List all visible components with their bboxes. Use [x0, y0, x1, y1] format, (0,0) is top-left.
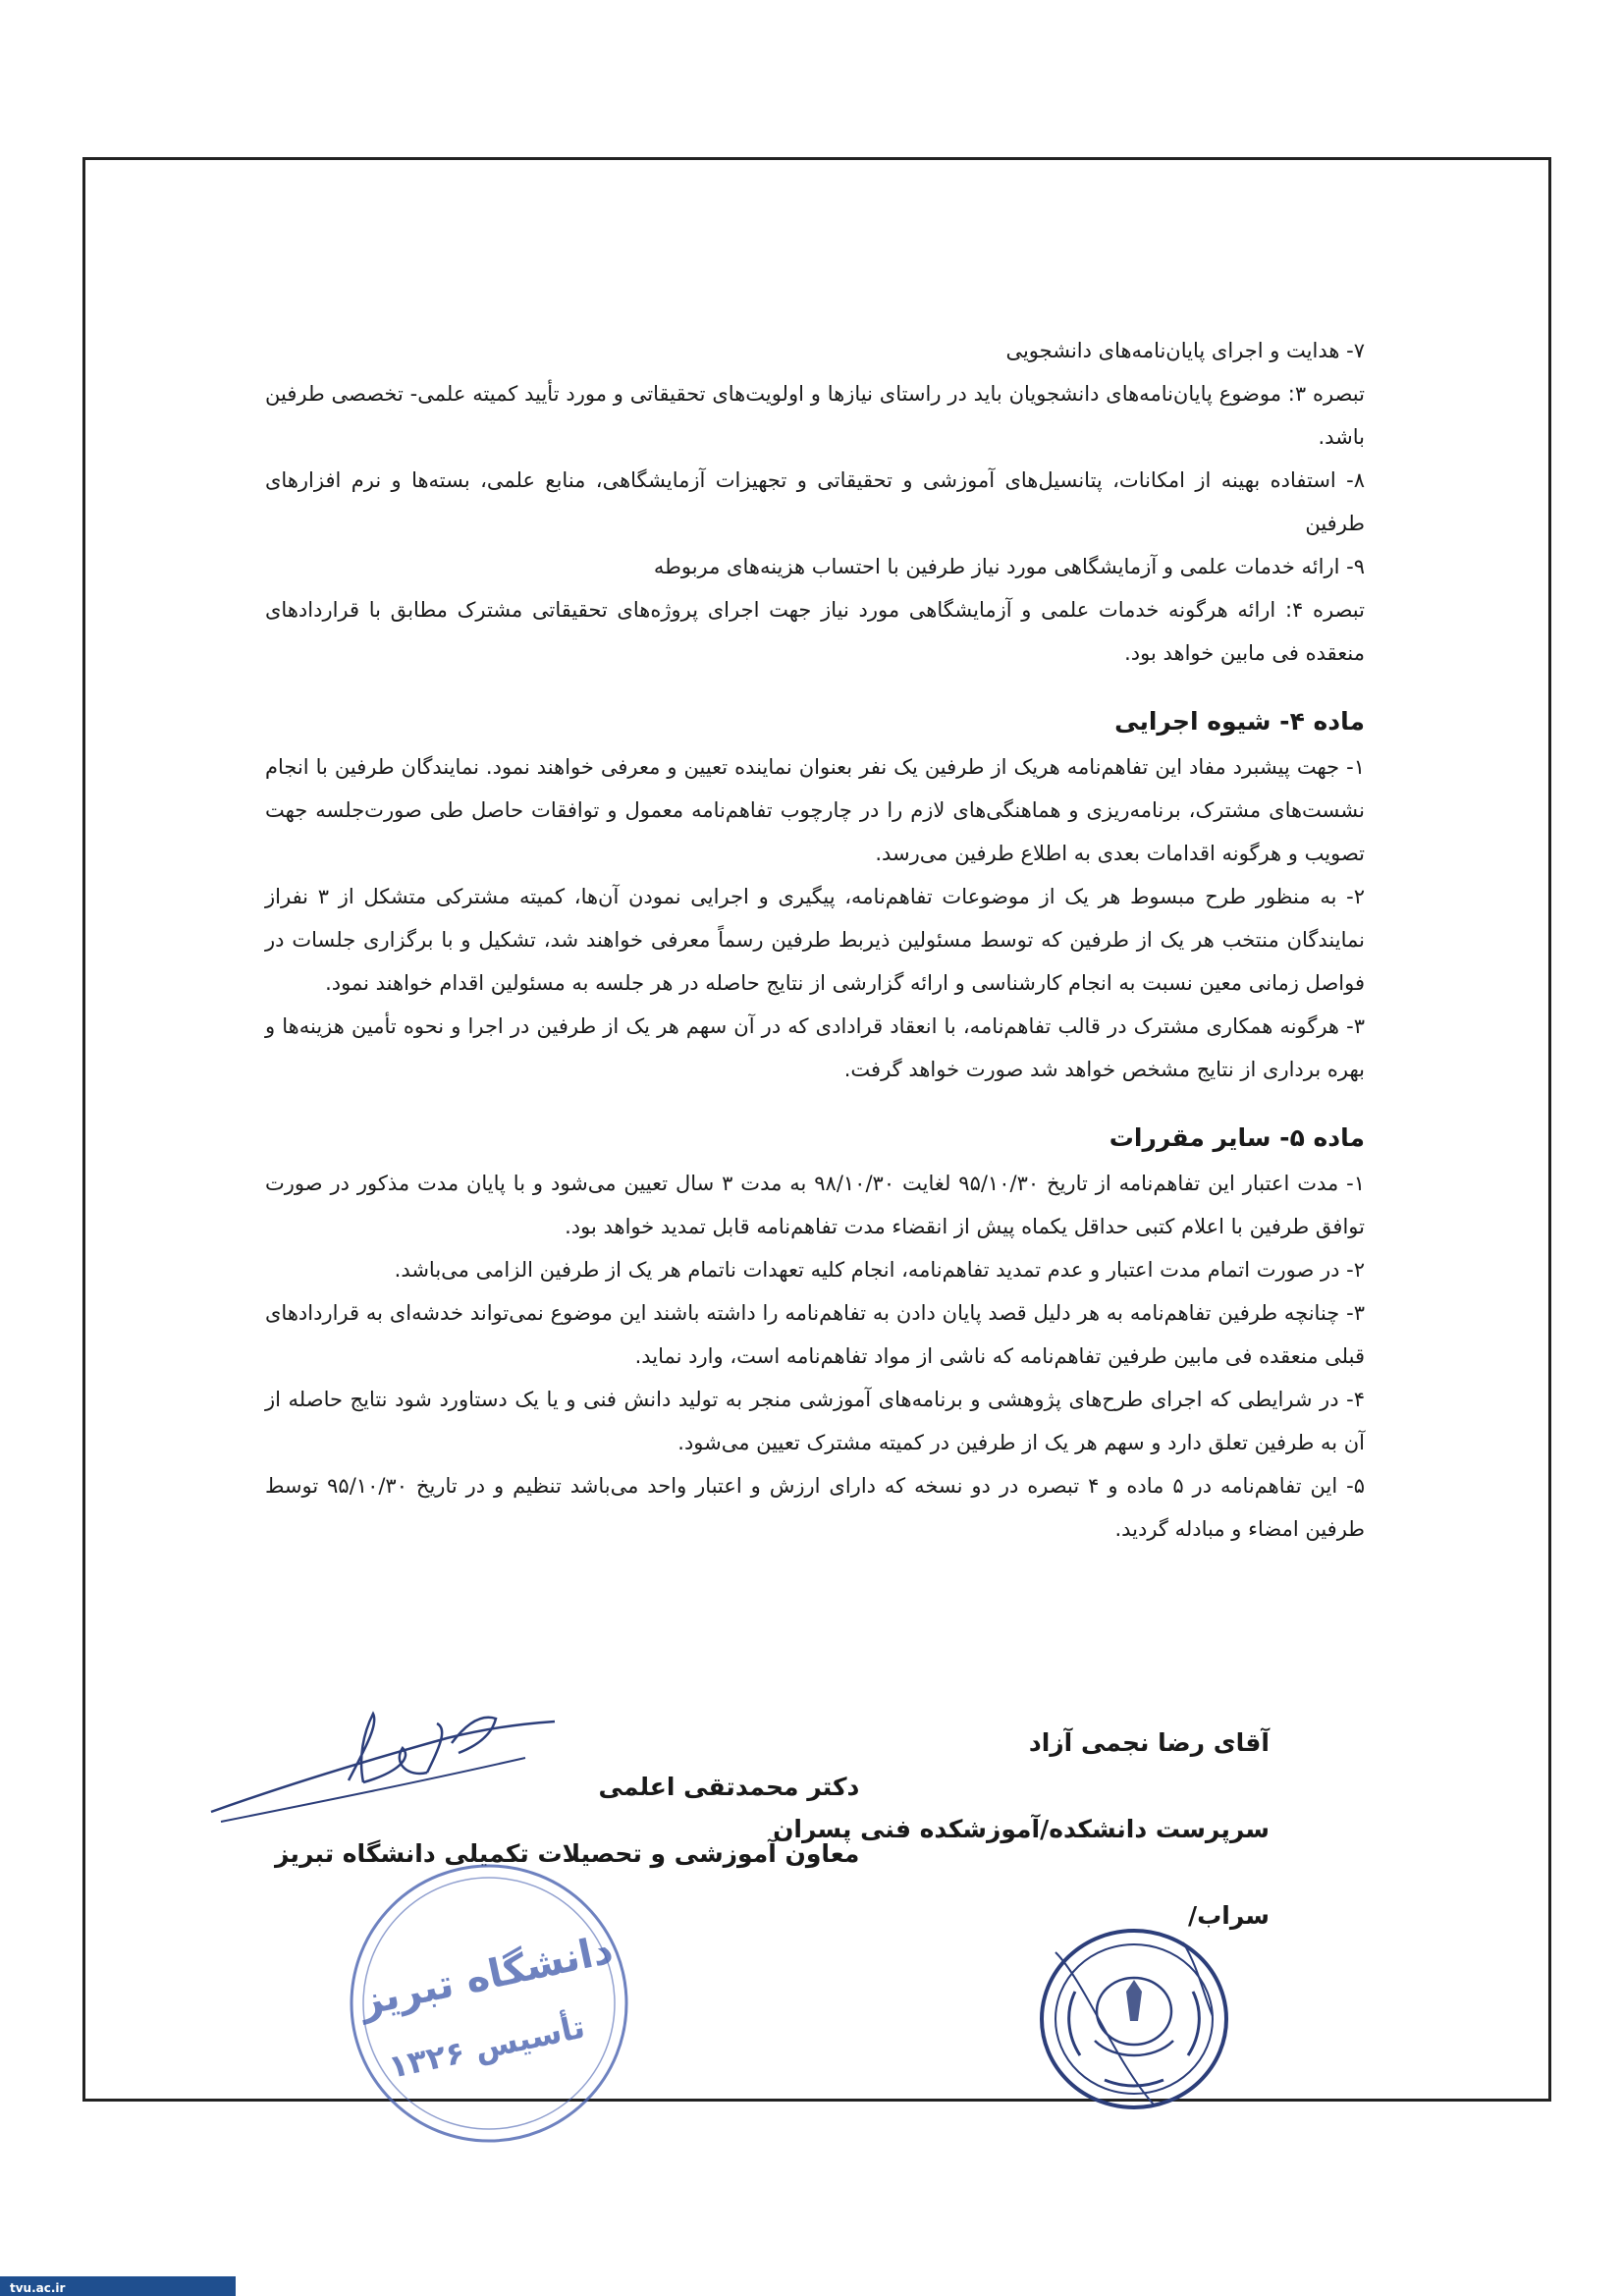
- article-4-paragraph: ۲- به منظور طرح مبسوط هر یک از موضوعات تفاهم‌نامه، پیگیری و اجرایی نمودن آن‌ها، کمیته مشترکی متشکل از ۳ نفراز نمایندگان منتخب هر یک از طرفین که توسط مسئولین ذیربط طرفین رسماً معرفی خواهند شد، تشکیل و با برگزاری جلسات در فواصل زمانی معین نسبت به انجام کارشناسی و ارائه گزارشی از نتایج حاصله در هر جلسه به مسئولین اقدام خواهند نمود.: [265, 885, 1365, 995]
- note-4: تبصره ۴: ارائه هرگونه خدمات علمی و آزمایشگاهی مورد نیاز جهت اجرای پروژه‌های تحقیقاتی مشترک مطابق با قراردادهای منعقده فی مابین خواهد بود.: [265, 598, 1365, 665]
- article-5-paragraph: ۴- در شرایطی که اجرای طرح‌های پژوهشی و برنامه‌های آموزشی منجر به تولید دانش فنی و یا یک دستاورد شود نتایج حاصله از آن به طرفین تعلق دارد و سهم هر یک از طرفین در کمیته مشترک تعیین می‌شود.: [265, 1388, 1365, 1454]
- article-4-title: ماده ۴- شیوه اجرایی: [1114, 707, 1365, 736]
- footer-bar: [0, 2276, 236, 2296]
- signatory-right-place: سراب/: [1188, 1901, 1270, 1930]
- signatory-left-name: دکتر محمدتقی اعلمی: [598, 1773, 860, 1801]
- signatory-right-name: آقای رضا نجمی آزاد: [1028, 1728, 1270, 1757]
- article-5-paragraph: ۳- چنانچه طرفین تفاهم‌نامه به هر دلیل قصد پایان دادن به تفاهم‌نامه را داشته باشند این موضوع نمی‌تواند خدشه‌ای به قراردادهای قبلی منعقده فی مابین طرفین تفاهم‌نامه که ناشی از مواد تفاهم‌نامه است، وارد نماید.: [265, 1301, 1365, 1368]
- handwritten-signature: [201, 1704, 565, 1851]
- signatory-left-title: معاون آموزشی و تحصیلات تکمیلی دانشگاه تبریز: [275, 1839, 860, 1868]
- signatory-right-title: سرپرست دانشکده/آموزشکده فنی پسران: [773, 1815, 1270, 1843]
- note-3: تبصره ۳: موضوع پایان‌نامه‌های دانشجویان باید در راستای نیازها و اولویت‌های تحقیقاتی و مورد تأیید کمیته علمی- تخصصی طرفین باشد.: [265, 382, 1365, 449]
- footer-site[interactable]: tvu.ac.ir: [10, 2281, 66, 2295]
- item-8: ۸- استفاده بهینه از امکانات، پتانسیل‌های آموزشی و تحقیقاتی و تجهیزات آزمایشگاهی، منابع علمی، بسته‌ها و نرم افزارهای طرفین: [265, 468, 1365, 535]
- article-5-title: ماده ۵- سایر مقررات: [1109, 1123, 1365, 1152]
- article-4-paragraph: ۱- جهت پیشبرد مفاد این تفاهم‌نامه هریک از طرفین یک نفر بعنوان نماینده تعیین و معرفی خواهند نمود. نمایندگان طرفین با انجام نشست‌های مشترک، برنامه‌ریزی و هماهنگی‌های لازم را در چارچوب تفاهم‌نامه معمول و توافقات حاصل طی صورت‌جلسه جهت تصویب و هرگونه اقدامات بعدی به اطلاع طرفین می‌رسد.: [265, 755, 1365, 865]
- faculty-seal: [1036, 1923, 1232, 2115]
- article-5-paragraph: ۱- مدت اعتبار این تفاهم‌نامه از تاریخ ۹۵/۱۰/۳۰ لغایت ۹۸/۱۰/۳۰ به مدت ۳ سال تعیین می‌شود و با پایان مدت مذکور در صورت توافق طرفین با اعلام کتبی حداقل یکماه پیش از انقضاء مدت تفاهم‌نامه قابل تمدید خواهد بود.: [265, 1172, 1365, 1238]
- university-seal: [342, 1856, 636, 2151]
- seal-bottom-text: تأسیس ۱۳۲۶: [385, 2007, 588, 2086]
- article-5-paragraph: ۲- در صورت اتمام مدت اعتبار و عدم تمدید تفاهم‌نامه، انجام کلیه تعهدات ناتمام هر یک از طرفین الزامی می‌باشد.: [394, 1258, 1365, 1282]
- document-body: [265, 329, 1365, 1551]
- item-9: ۹- ارائه خدمات علمی و آزمایشگاهی مورد نیاز طرفین با احتساب هزینه‌های مربوطه: [653, 555, 1365, 578]
- article-5-paragraph: ۵- این تفاهم‌نامه در ۵ ماده و ۴ تبصره در دو نسخه که دارای ارزش و اعتبار واحد می‌باشد تنظیم و در تاریخ ۹۵/۱۰/۳۰ توسط طرفین امضاء و مبادله گردید.: [265, 1474, 1365, 1541]
- article-4-paragraph: ۳- هرگونه همکاری مشترک در قالب تفاهم‌نامه، با انعقاد قرادادی که در آن سهم هر یک از طرفین در اجرا و نحوه تأمین هزینه‌ها و بهره برداری از نتایج مشخص خواهد شد صورت خواهد گرفت.: [265, 1014, 1365, 1081]
- item-7: ۷- هدایت و اجرای پایان‌نامه‌های دانشجویی: [1005, 339, 1365, 362]
- seal-top-text: دانشگاه تبریز: [355, 1927, 618, 2026]
